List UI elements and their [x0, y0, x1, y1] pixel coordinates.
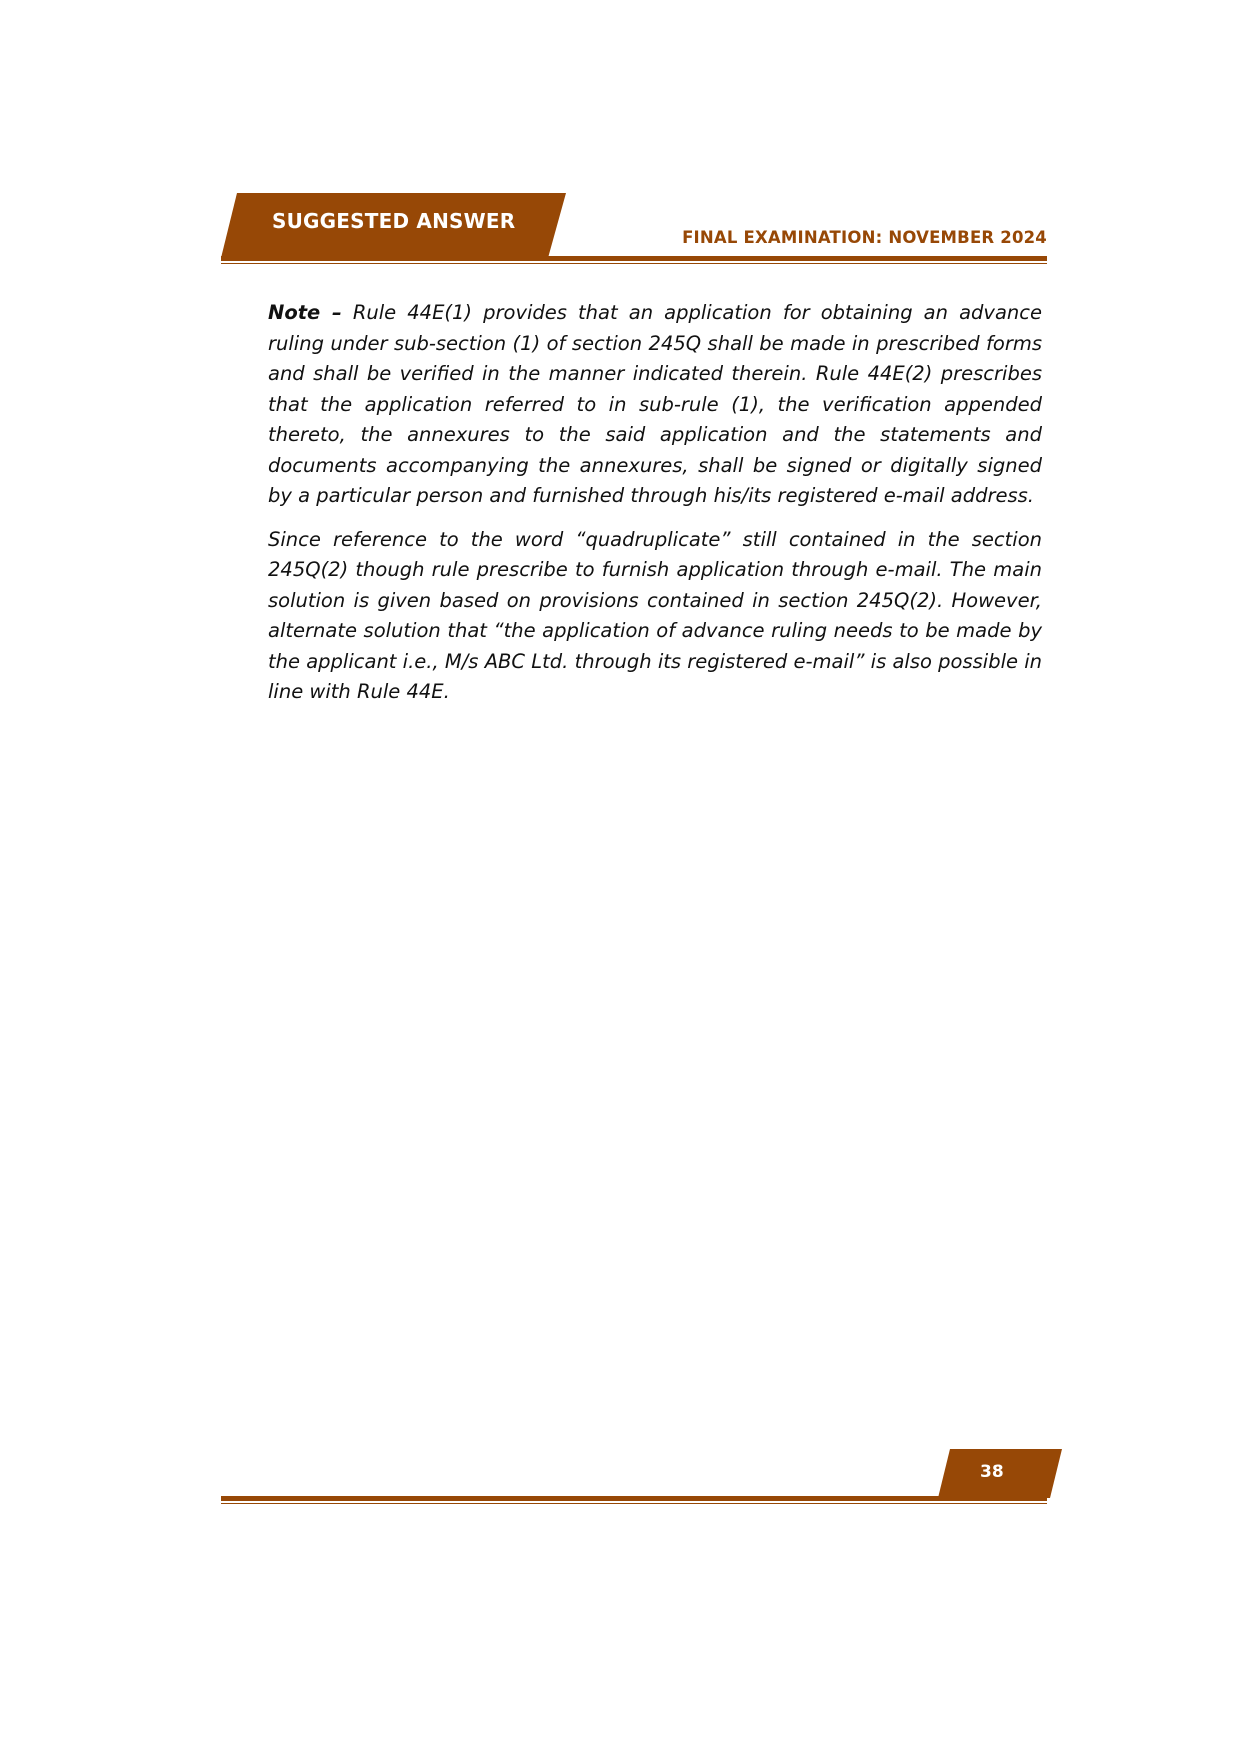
footer-divider — [221, 1496, 1047, 1501]
alternate-solution-paragraph: Since reference to the word “quadruplicate” still contained in the section 245Q(2) though rule prescribe to furnish application through e-mail. The main solution is given based on provisions contained in section 245Q(2). However, alternate solution that “the application of advance ruling needs to be made by the applicant i.e., M/s ABC Ltd. through its registered e-mail” is also possible in line with Rule 44E. — [268, 527, 1042, 703]
note-lead: Note – — [268, 301, 342, 324]
answer-content — [268, 298, 1042, 721]
footer-divider-thin — [221, 1503, 1047, 1504]
note-paragraph — [268, 298, 1042, 512]
exam-title: FINAL EXAMINATION: NOVEMBER 2024 — [682, 228, 1047, 247]
header-divider-thin — [221, 263, 1047, 264]
note-text: Rule 44E(1) provides that an application for obtaining an advance ruling under sub-section (1) of section 245Q shall be made in prescribed forms and shall be verified in the manner indicated therein. Rule 44E(2) prescribes that the application referred to in sub-rule (1), the verification appended thereto, the annexures to the said application and the statements and documents accompanying the annexures, shall be signed or digitally signed by a particular person and furnished through his/its registered e-mail address. — [268, 301, 1042, 507]
header-divider — [221, 256, 1047, 261]
header-tab-label: SUGGESTED ANSWER — [272, 209, 516, 233]
page-number: 38 — [980, 1462, 1004, 1482]
